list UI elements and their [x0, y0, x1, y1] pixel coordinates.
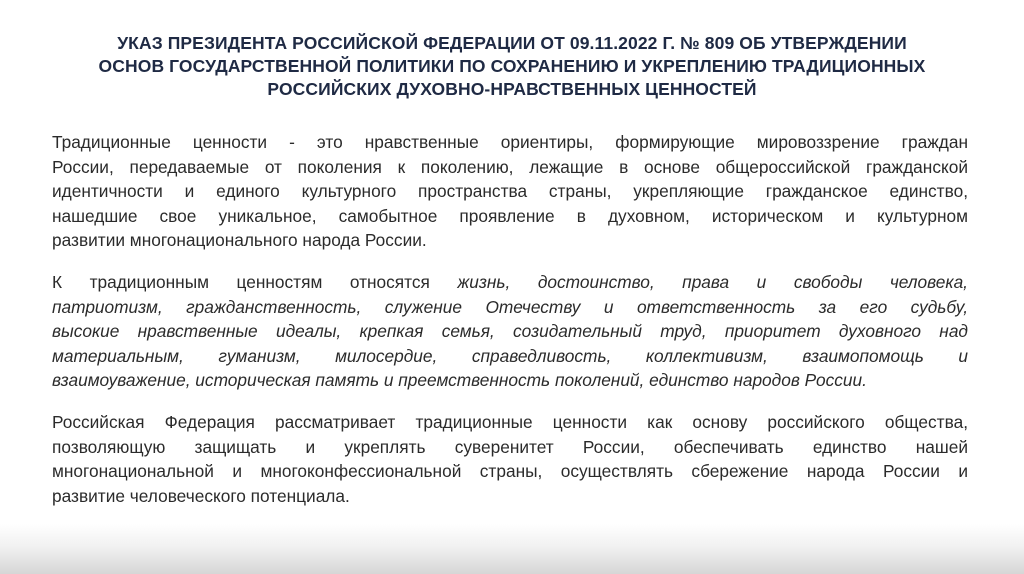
paragraph-line: развитие человеческого потенциала.	[52, 485, 350, 506]
values-list-line: высокие нравственные идеалы, крепкая семья, созидательный труд, приоритет духовного над	[52, 321, 968, 341]
slide-bottom-shadow	[0, 524, 1024, 574]
paragraph-line	[52, 270, 968, 295]
values-list-line: взаимоуважение, историческая память и преемственность поколений, единство народов России.	[52, 370, 867, 390]
paragraph-lead-text: К традиционным ценностям относятся	[52, 272, 458, 292]
paragraph-line: позволяющую защищать и укреплять суверенитет России, обеспечивать единство нашей	[52, 436, 968, 457]
paragraph-line: развитии многонационального народа России.	[52, 230, 427, 250]
values-list-line: материальным, гуманизм, милосердие, справедливость, коллективизм, взаимопомощь и	[52, 345, 968, 366]
paragraph-russian-federation-role	[52, 410, 968, 508]
paragraph-values-list	[52, 270, 968, 393]
values-list-text: жизнь, достоинство, права и свободы человека,	[457, 272, 968, 292]
paragraph-line: многонациональной и многоконфессиональной страны, осуществлять сбережение народа России и	[52, 461, 968, 481]
paragraph-line: России, передаваемые от поколения к поколению, лежащие в основе общероссийской гражданской	[52, 156, 968, 177]
paragraph-line: нашедшие свое уникальное, самобытное проявление в духовном, историческом и культурном	[52, 205, 968, 226]
paragraph-line: Традиционные ценности - это нравственные ориентиры, формирующие мировоззрение граждан	[52, 132, 968, 152]
values-list-line: патриотизм, гражданственность, служение Отечеству и ответственность за его судьбу,	[52, 296, 968, 317]
title-line: ОСНОВ ГОСУДАРСТВЕННОЙ ПОЛИТИКИ ПО СОХРАНЕНИЮ И УКРЕПЛЕНИЮ ТРАДИЦИОННЫХ	[98, 56, 926, 76]
paragraph-traditional-values-definition	[52, 130, 968, 253]
paragraph-line: Российская Федерация рассматривает традиционные ценности как основу российского общества,	[52, 412, 968, 432]
title-line: РОССИЙСКИХ ДУХОВНО-НРАВСТВЕННЫХ ЦЕННОСТЕЙ	[267, 79, 757, 99]
paragraph-line: идентичности и единого культурного пространства страны, укрепляющие гражданское единство,	[52, 181, 968, 201]
title-line: УКАЗ ПРЕЗИДЕНТА РОССИЙСКОЙ ФЕДЕРАЦИИ ОТ 09.11.2022 Г. № 809 ОБ УТВЕРЖДЕНИИ	[117, 33, 907, 53]
document-title	[40, 32, 984, 101]
